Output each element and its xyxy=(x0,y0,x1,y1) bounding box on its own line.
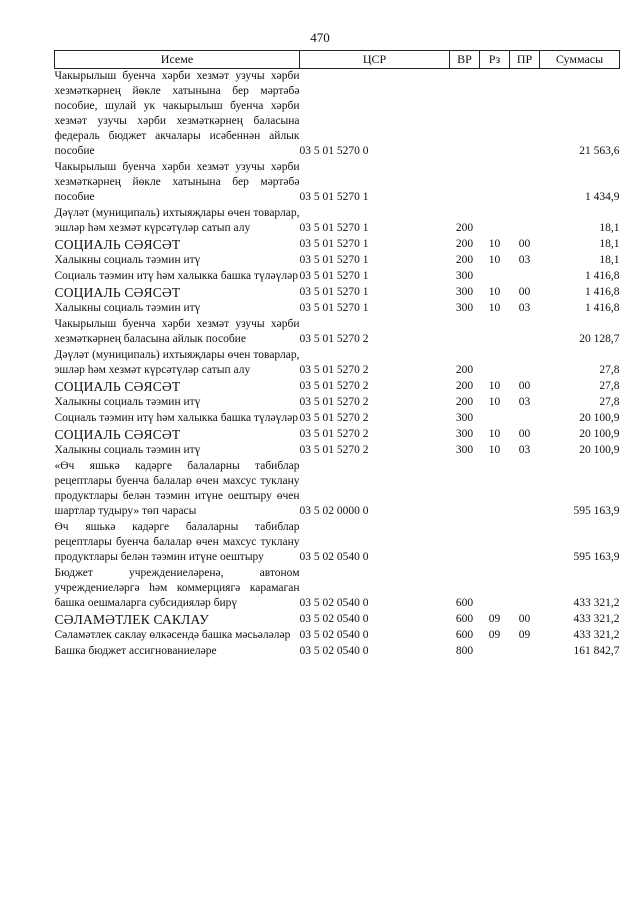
cell-vr xyxy=(450,69,480,161)
cell-pr: 00 xyxy=(518,613,531,625)
table-row xyxy=(55,644,620,660)
header-csr: ЦСР xyxy=(300,51,450,69)
cell-vr: 200 xyxy=(455,222,474,234)
cell-name: «Өч яшькә кадәрге балаларны табиблар рецептлары буенча балалар өчен махсус туклану продуктлары белән тәэмин итүне оештыру өчен шартлар тудыру» төп чарасы xyxy=(54,460,300,517)
cell-rz xyxy=(480,348,510,379)
cell-vr: 200 xyxy=(455,254,474,266)
cell-pr: 00 xyxy=(518,380,531,392)
cell-pr xyxy=(510,160,540,206)
table-row xyxy=(55,628,620,644)
table-row xyxy=(55,379,620,395)
cell-sum: 27,8 xyxy=(599,396,620,408)
header-rz: Рз xyxy=(480,51,510,69)
cell-pr: 00 xyxy=(518,238,531,250)
cell-vr: 600 xyxy=(455,597,474,609)
cell-csr: 03 5 01 5270 1 xyxy=(299,238,369,250)
cell-pr xyxy=(510,206,540,237)
cell-sum: 21 563,6 xyxy=(579,145,620,157)
header-name: Исеме xyxy=(55,51,300,69)
cell-csr: 03 5 01 5270 2 xyxy=(299,412,369,424)
cell-rz xyxy=(480,69,510,161)
cell-vr: 300 xyxy=(455,428,474,440)
cell-csr: 03 5 01 5270 2 xyxy=(299,444,369,456)
cell-pr xyxy=(510,348,540,379)
cell-name: Дәүләт (муниципаль) ихтыяҗлары өчен товарлар, эшләр һәм хезмәт күрсәтүләр сатып алу xyxy=(54,349,300,376)
cell-pr xyxy=(510,317,540,348)
cell-sum: 1 434,9 xyxy=(585,191,620,203)
cell-sum: 1 416,8 xyxy=(585,302,620,314)
page-number: 470 xyxy=(310,30,330,45)
cell-sum: 1 416,8 xyxy=(585,286,620,298)
cell-rz xyxy=(480,411,510,427)
table-header-row xyxy=(55,51,620,69)
cell-rz xyxy=(480,269,510,285)
cell-sum: 20 100,9 xyxy=(579,412,620,424)
cell-name: СОЦИАЛЬ СӘЯСӘТ xyxy=(54,237,181,252)
cell-csr: 03 5 02 0540 0 xyxy=(299,613,369,625)
budget-table xyxy=(54,50,620,660)
cell-csr: 03 5 01 5270 2 xyxy=(299,396,369,408)
cell-vr: 300 xyxy=(455,444,474,456)
cell-csr: 03 5 01 5270 1 xyxy=(299,286,369,298)
cell-name: СӘЛАМӘТЛЕК САКЛАУ xyxy=(54,612,210,627)
cell-csr: 03 5 01 5270 1 xyxy=(299,302,369,314)
cell-rz: 10 xyxy=(488,428,501,440)
table-row xyxy=(55,160,620,206)
cell-sum: 27,8 xyxy=(599,364,620,376)
header-sum: Суммасы xyxy=(540,51,620,69)
cell-name: СОЦИАЛЬ СӘЯСӘТ xyxy=(54,427,181,442)
cell-csr: 03 5 02 0540 0 xyxy=(299,645,369,657)
cell-csr: 03 5 02 0540 0 xyxy=(299,551,369,563)
cell-vr: 300 xyxy=(455,412,474,424)
cell-csr: 03 5 01 5270 0 xyxy=(299,145,369,157)
cell-sum: 1 416,8 xyxy=(585,270,620,282)
cell-vr xyxy=(450,317,480,348)
cell-csr: 03 5 02 0540 0 xyxy=(299,597,369,609)
cell-name: Чакырылыш буенча хәрби хезмәт узучы хәрби хезмәткәрнең йөкле хатынына бер мәртәбә пособие xyxy=(54,161,300,203)
cell-sum: 433 321,2 xyxy=(573,613,620,625)
cell-pr xyxy=(510,269,540,285)
cell-vr: 800 xyxy=(455,645,474,657)
table-row xyxy=(55,69,620,161)
header-pr: ПР xyxy=(510,51,540,69)
cell-vr: 600 xyxy=(455,613,474,625)
cell-name: Социаль тәэмин итү һәм халыкка башка түләүләр xyxy=(54,270,298,282)
cell-vr: 200 xyxy=(455,380,474,392)
table-row xyxy=(55,348,620,379)
cell-sum: 161 842,7 xyxy=(573,645,620,657)
table-row xyxy=(55,253,620,269)
table-row xyxy=(55,443,620,459)
cell-rz xyxy=(480,566,510,612)
cell-rz: 10 xyxy=(488,238,501,250)
cell-pr: 09 xyxy=(518,629,531,641)
cell-sum: 20 100,9 xyxy=(579,428,620,440)
cell-name: Башка бюджет ассигнованиеләре xyxy=(54,645,217,657)
cell-vr: 200 xyxy=(455,396,474,408)
cell-sum: 20 128,7 xyxy=(579,333,620,345)
table-row xyxy=(55,317,620,348)
table-row xyxy=(55,459,620,520)
cell-vr xyxy=(450,160,480,206)
cell-name: Өч яшькә кадәрге балаларны табиблар рецептлары буенча балалар өчен махсус туклану продуктлары белән тәэмин итүне оештыру xyxy=(54,521,300,563)
cell-pr xyxy=(510,411,540,427)
cell-sum: 18,1 xyxy=(599,254,620,266)
table-row xyxy=(55,237,620,253)
cell-vr: 300 xyxy=(455,302,474,314)
cell-csr: 03 5 01 5270 1 xyxy=(299,270,369,282)
table-row xyxy=(55,427,620,443)
cell-name: Халыкны социаль тәэмин итү xyxy=(54,302,201,314)
cell-csr: 03 5 01 5270 2 xyxy=(299,364,369,376)
cell-rz: 10 xyxy=(488,380,501,392)
cell-csr: 03 5 02 0000 0 xyxy=(299,505,369,517)
header-vr: ВР xyxy=(450,51,480,69)
cell-rz xyxy=(480,644,510,660)
cell-name: Чакырылыш буенча хәрби хезмәт узучы хәрби хезмәткәрнең баласына айлык пособие xyxy=(54,318,300,345)
cell-pr xyxy=(510,566,540,612)
cell-sum: 595 163,9 xyxy=(573,505,620,517)
cell-pr xyxy=(510,459,540,520)
cell-rz: 10 xyxy=(488,254,501,266)
table-row xyxy=(55,395,620,411)
cell-rz xyxy=(480,160,510,206)
cell-csr: 03 5 01 5270 1 xyxy=(299,191,369,203)
cell-sum: 20 100,9 xyxy=(579,444,620,456)
cell-csr: 03 5 01 5270 1 xyxy=(299,222,369,234)
cell-rz xyxy=(480,520,510,566)
cell-vr xyxy=(450,520,480,566)
cell-vr: 300 xyxy=(455,270,474,282)
cell-name: Дәүләт (муниципаль) ихтыяҗлары өчен товарлар, эшләр һәм хезмәт күрсәтүләр сатып алу xyxy=(54,207,300,234)
cell-pr: 03 xyxy=(518,254,531,266)
cell-rz xyxy=(480,317,510,348)
cell-pr xyxy=(510,69,540,161)
cell-csr: 03 5 01 5270 1 xyxy=(299,254,369,266)
cell-pr: 03 xyxy=(518,302,531,314)
cell-rz: 10 xyxy=(488,396,501,408)
cell-name: СОЦИАЛЬ СӘЯСӘТ xyxy=(54,285,181,300)
table-row xyxy=(55,520,620,566)
cell-rz xyxy=(480,459,510,520)
table-row xyxy=(55,269,620,285)
cell-sum: 433 321,2 xyxy=(573,629,620,641)
cell-name: Социаль тәэмин итү һәм халыкка башка түләүләр xyxy=(54,412,298,424)
cell-sum: 595 163,9 xyxy=(573,551,620,563)
cell-pr: 03 xyxy=(518,444,531,456)
cell-name: Халыкны социаль тәэмин итү xyxy=(54,444,201,456)
cell-rz: 10 xyxy=(488,302,501,314)
cell-vr: 200 xyxy=(455,364,474,376)
table-body xyxy=(55,69,620,661)
cell-csr: 03 5 01 5270 2 xyxy=(299,333,369,345)
table-row xyxy=(55,411,620,427)
cell-name: Бюджет учреждениеләренә, автоном учреждениеләргә һәм коммерциягә карамаган башка оешмаларга субсидияләр бирү xyxy=(54,567,300,609)
cell-sum: 18,1 xyxy=(599,222,620,234)
cell-pr: 00 xyxy=(518,428,531,440)
cell-rz: 09 xyxy=(488,629,501,641)
cell-name: СОЦИАЛЬ СӘЯСӘТ xyxy=(54,379,181,394)
cell-vr: 600 xyxy=(455,629,474,641)
table-row xyxy=(55,612,620,628)
cell-rz xyxy=(480,206,510,237)
cell-name: Халыкны социаль тәэмин итү xyxy=(54,396,201,408)
cell-csr: 03 5 01 5270 2 xyxy=(299,380,369,392)
cell-rz: 10 xyxy=(488,444,501,456)
cell-rz: 10 xyxy=(488,286,501,298)
table-row xyxy=(55,206,620,237)
cell-sum: 18,1 xyxy=(599,238,620,250)
cell-sum: 27,8 xyxy=(599,380,620,392)
cell-csr: 03 5 02 0540 0 xyxy=(299,629,369,641)
cell-sum: 433 321,2 xyxy=(573,597,620,609)
table-row xyxy=(55,285,620,301)
table-row xyxy=(55,301,620,317)
cell-csr: 03 5 01 5270 2 xyxy=(299,428,369,440)
cell-pr: 03 xyxy=(518,396,531,408)
cell-pr: 00 xyxy=(518,286,531,298)
cell-pr xyxy=(510,644,540,660)
cell-vr: 300 xyxy=(455,286,474,298)
table-row xyxy=(55,566,620,612)
cell-name: Халыкны социаль тәэмин итү xyxy=(54,254,201,266)
cell-vr xyxy=(450,459,480,520)
cell-vr: 200 xyxy=(455,238,474,250)
cell-pr xyxy=(510,520,540,566)
cell-rz: 09 xyxy=(488,613,501,625)
cell-name: Сәламәтлек саклау өлкәсендә башка мәсьәләләр xyxy=(54,629,291,641)
cell-name: Чакырылыш буенча хәрби хезмәт узучы хәрби хезмәткәрнең йөкле хатынына бер мәртәбә пособие, шулай ук чакырылыш буенча хәрби хезмәт узучы хәрби хезмәткәрнең баласына федераль бюджет акчалары исәбеннән айлык пособие xyxy=(54,70,300,157)
